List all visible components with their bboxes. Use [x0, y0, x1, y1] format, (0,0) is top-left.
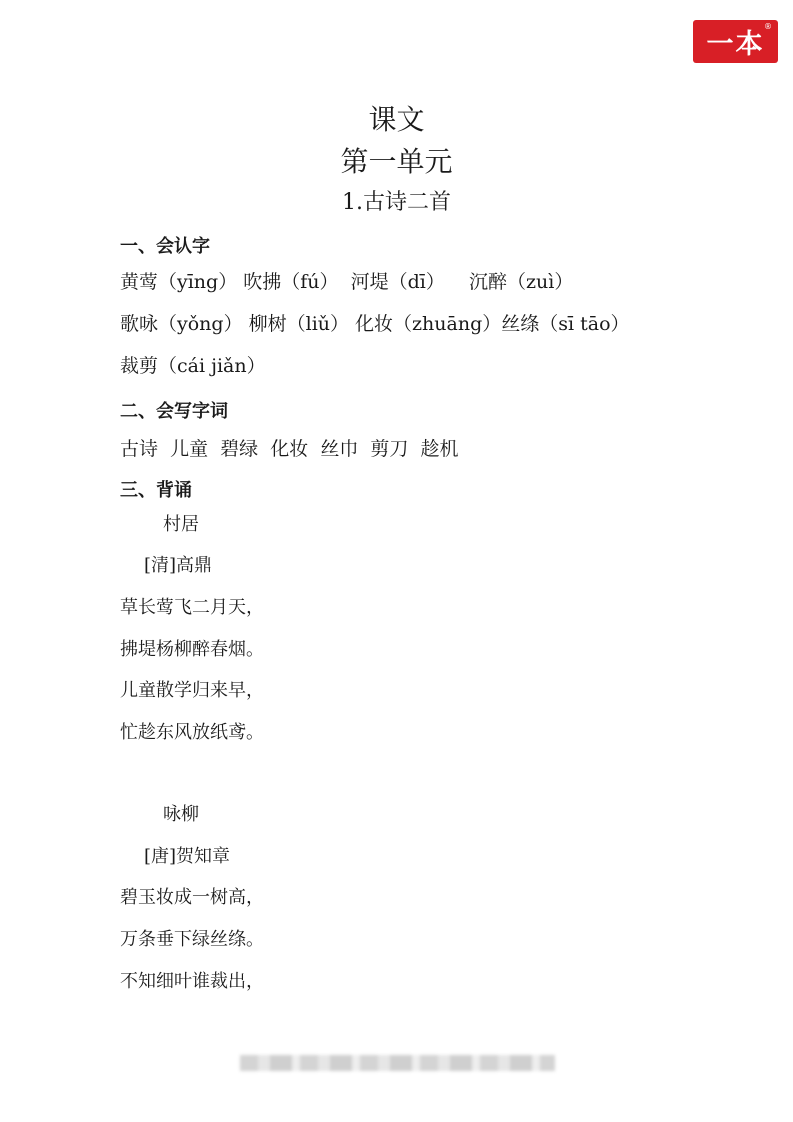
unit-title: 第一单元	[340, 145, 453, 178]
section-heading-recognize: 一、会认字	[120, 236, 210, 257]
poem-author: [唐]贺知章	[144, 846, 231, 867]
poem-line: 忙趁东风放纸鸢。	[120, 722, 264, 743]
registered-mark: ®	[764, 22, 774, 31]
write-words-line: 古诗 儿童 碧绿 化妆 丝巾 剪刀 趁机	[120, 438, 459, 460]
page-title: 课文	[368, 103, 425, 136]
vocab-line: 裁剪（cái jiǎn）	[120, 355, 266, 377]
poem-title: 咏柳	[163, 804, 199, 825]
poem-line: 万条垂下绿丝绦。	[120, 929, 264, 950]
poem-line: 拂堤杨柳醉春烟。	[120, 639, 264, 660]
lesson-title: 1.古诗二首	[342, 190, 451, 215]
section-heading-recite: 三、背诵	[120, 480, 192, 501]
logo-text: 一本	[706, 29, 765, 60]
blurred-footer	[240, 1055, 555, 1071]
poem-author: [清]高鼎	[144, 555, 213, 576]
poem-title: 村居	[163, 514, 199, 535]
poem-line: 草长莺飞二月天，	[120, 597, 264, 618]
brand-logo	[693, 20, 778, 63]
poem-line: 不知细叶谁裁出，	[120, 971, 264, 992]
poem-line: 儿童散学归来早，	[120, 680, 264, 701]
vocab-line: 黄莺（yīng） 吹拂（fú） 河堤（dī） 沉醉（zuì）	[120, 271, 574, 293]
vocab-line: 歌咏（yǒng） 柳树（liǔ） 化妆（zhuāng）丝绦（sī tāo）	[120, 313, 630, 335]
poem-line: 碧玉妆成一树高，	[120, 887, 264, 908]
section-heading-write: 二、会写字词	[120, 401, 228, 422]
